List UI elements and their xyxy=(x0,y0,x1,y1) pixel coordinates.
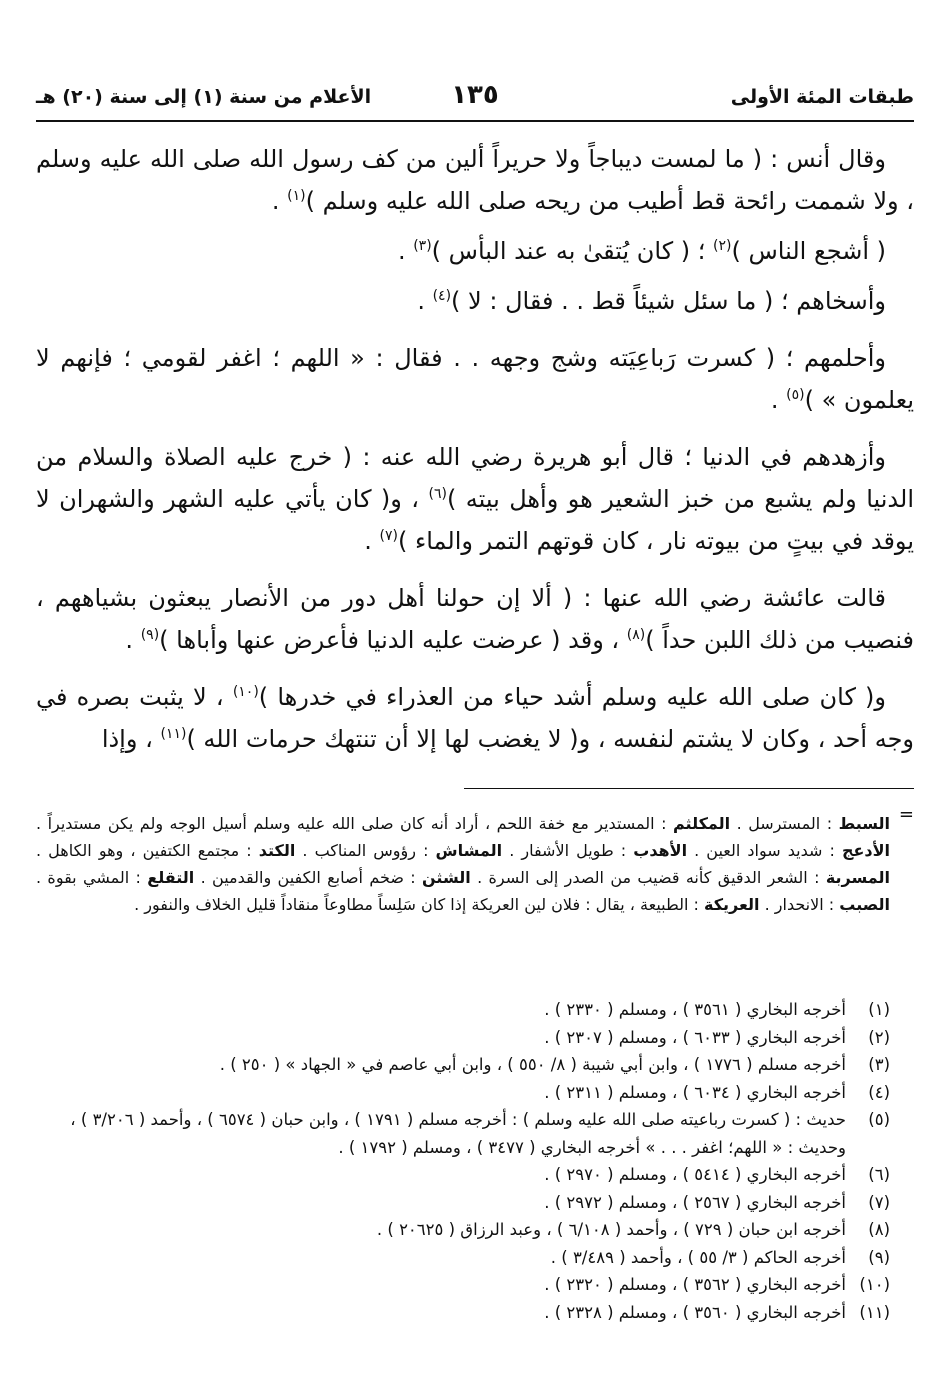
header-rule xyxy=(36,120,914,122)
footnote-ref: (٨) xyxy=(626,627,646,643)
footnote-item: (٧) أخرجه البخاري ( ٢٥٦٧ ) ، ومسلم ( ٢٩٧٢ ) . xyxy=(36,1189,890,1217)
footnote-item: (١٠) أخرجه البخاري ( ٣٥٦٢ ) ، ومسلم ( ٢٣٢٠ ) . xyxy=(36,1271,890,1299)
footnote-item: (٥) حديث : ( كسرت رباعيته صلى الله عليه وسلم ) : أخرجه مسلم ( ١٧٩١ ) ، وابن حبان ( ٦٥٧٤ ) ، وأحمد ( ٣/٢٠٦ ) ، وحديث : « اللهم؛ اغفر . . . » أخرجه البخاري ( ٣٤٧٧ ) ، ومسلم ( ١٧٩٢ ) . xyxy=(36,1106,890,1161)
footnote-number: (١٠) xyxy=(859,1275,890,1294)
glossary-term: المشاش xyxy=(435,841,503,860)
glossary-term: السبط xyxy=(838,814,891,833)
glossary-term: المكلثم xyxy=(673,814,731,833)
footnote-ref: (٩) xyxy=(140,627,160,643)
page-header xyxy=(36,78,914,118)
glossary-term: الأهدب xyxy=(633,841,688,860)
footnote-ref: (٥) xyxy=(786,387,805,403)
paragraph: وأزهدهم في الدنيا ؛ قال أبو هريرة رضي الله عنه : ( خرج عليه الصلاة والسلام من الدنيا ولم يشبع من خبز الشعير هو وأهل بيته )$^{(٦)}$ ، و( كان يأتي عليه الشهر والشهران لا يوقد في بيتٍ من بيوته نار ، كان قوتهم التمر والماء )$^{(٧)}$ . xyxy=(36,443,915,555)
paragraph: ( أشجع الناس )$^{(٢)}$ ؛ ( كان يُتقىٰ به عند البأس )$^{(٣)}$ . xyxy=(397,237,886,265)
glossary-term: المسربة xyxy=(825,868,891,887)
glossary-block: السبط : المسترسل . المكلثم : المستدير مع خفة اللحم ، أراد أنه كان صلى الله عليه وسلم أسيل الوجه ولم يكن مستديراً . الأدعج : شديد سواد العين . الأهدب : طويل الأشفار . المشاش : رؤوس المناكب . الكتد : مجتمع الكتفين ، وهو الكاهل . المسربة : الشعر الدقيق كأنه قضيب من الصدر إلى السرة . الشثن : ضخم أصابع الكفين والقدمين . التقلع : المشي بقوة . الصبب : الانحدار . العريكة : الطبيعة ، يقال : فلان لين العريكة إذا كان سَلِساً مطاوعاً منقاداً قليل الخلاف والنفور . xyxy=(36,814,891,914)
footnote-number: (٧) xyxy=(868,1192,890,1212)
footnote-number: (٤) xyxy=(868,1082,890,1102)
page-number: ١٣٥ xyxy=(451,80,499,110)
footnote-ref: (٧) xyxy=(379,528,398,544)
paragraph: وأحلمهم ؛ ( كسرت رَباعِيَته وشج وجهه . . فقال : « اللهم ؛ اغفر لقومي ؛ فإنهم لا يعلمون » )$^{(٥)}$ . xyxy=(36,344,914,414)
footnote-separator xyxy=(464,788,914,789)
footnote-item: (٦) أخرجه البخاري ( ٥٤١٤ ) ، ومسلم ( ٢٩٧٠ ) . xyxy=(36,1161,890,1189)
footnote-ref: (٢) xyxy=(713,238,732,254)
continuation-marker: = xyxy=(898,804,914,825)
footnote-number: (٢) xyxy=(868,1027,890,1047)
footnote-number: (٦) xyxy=(868,1165,890,1184)
paragraph: و( كان صلى الله عليه وسلم أشد حياء من العذراء في خدرها )$^{(١٠)}$ ، لا يثبت بصره في وجه أحد ، وكان لا يشتم لنفسه ، و( لا يغضب لها إلا أن تنتهك حرمات الله )$^{(١١)}$ ، وإذا xyxy=(36,683,914,753)
footnote-ref: (١) xyxy=(287,188,306,204)
section-title: الأعلام من سنة (١) إلى سنة (٢٠) هـ xyxy=(36,86,372,108)
footnote-ref: (٣) xyxy=(413,238,432,254)
footnote-item: (٨) أخرجه ابن حبان ( ٧٢٩ ) ، وأحمد ( ٦/١٠٨ ) ، وعبد الرزاق ( ٢٠٦٢٥ ) . xyxy=(36,1216,890,1244)
footnote-ref: (٦) xyxy=(428,486,447,502)
footnotes xyxy=(36,996,890,1326)
footnote-item: (٣) أخرجه مسلم ( ١٧٧٦ ) ، وابن أبي شيبة ( ٨/ ٥٥٠ ) ، وابن أبي عاصم في « الجهاد » ( ٢٥٠ ) . xyxy=(36,1051,890,1079)
footnote-ref: (١٠) xyxy=(232,684,259,700)
footnote-number: (٣) xyxy=(868,1055,890,1074)
glossary-term: الشثن xyxy=(422,868,471,887)
footnote-number: (٥) xyxy=(868,1110,890,1129)
footnote-ref: (١١) xyxy=(160,726,187,742)
footnote-item: (١١) أخرجه البخاري ( ٣٥٦٠ ) ، ومسلم ( ٢٣٢٨ ) . xyxy=(36,1299,890,1327)
footnote-item: (١) أخرجه البخاري ( ٣٥٦١ ) ، ومسلم ( ٢٣٣٠ ) . xyxy=(36,996,890,1024)
glossary-term: الأدعج xyxy=(841,841,891,860)
paragraph: وقال أنس : ( ما لمست ديباجاً ولا حريراً ألين من كف رسول الله صلى الله عليه وسلم ، ولا شممت رائحة قط أطيب من ريحه صلى الله عليه وسلم )$^{(١)}$ . xyxy=(36,145,914,215)
glossary-term: الصبب xyxy=(839,895,890,914)
footnote-item: (٩) أخرجه الحاكم ( ٣/ ٥٥ ) ، وأحمد ( ٣/٤٨٩ ) . xyxy=(36,1244,890,1272)
paragraph: وأسخاهم ؛ ( ما سئل شيئاً قط . . فقال : لا )$^{(٤)}$ . xyxy=(417,287,886,315)
footnote-number: (١) xyxy=(868,1000,890,1019)
footnote-number: (٨) xyxy=(868,1220,890,1239)
paragraph: قالت عائشة رضي الله عنها : ( ألا إن حولنا أهل دور من الأنصار يبعثون بشياههم ، فنصيب من ذلك اللبن حداً )$^{(٨)}$ ، وقد ( عرضت عليه الدنيا فأعرض عنها وأباها )$^{(٩)}$ . xyxy=(36,584,914,654)
glossary-term: العريكة xyxy=(704,895,760,914)
main-text xyxy=(36,138,914,775)
footnote-item: (٤) أخرجه البخاري ( ٦٠٣٤ ) ، ومسلم ( ٢٣١١ ) . xyxy=(36,1079,890,1107)
glossary-term: الكتد xyxy=(258,841,296,860)
footnote-number: (١١) xyxy=(859,1302,890,1322)
footnote-number: (٩) xyxy=(868,1247,890,1267)
glossary-term: التقلع xyxy=(147,868,195,887)
book-title: طبقات المئة الأولى xyxy=(730,86,914,108)
footnote-item: (٢) أخرجه البخاري ( ٦٠٣٣ ) ، ومسلم ( ٢٣٠٧ ) . xyxy=(36,1024,890,1052)
footnote-ref: (٤) xyxy=(432,288,452,304)
